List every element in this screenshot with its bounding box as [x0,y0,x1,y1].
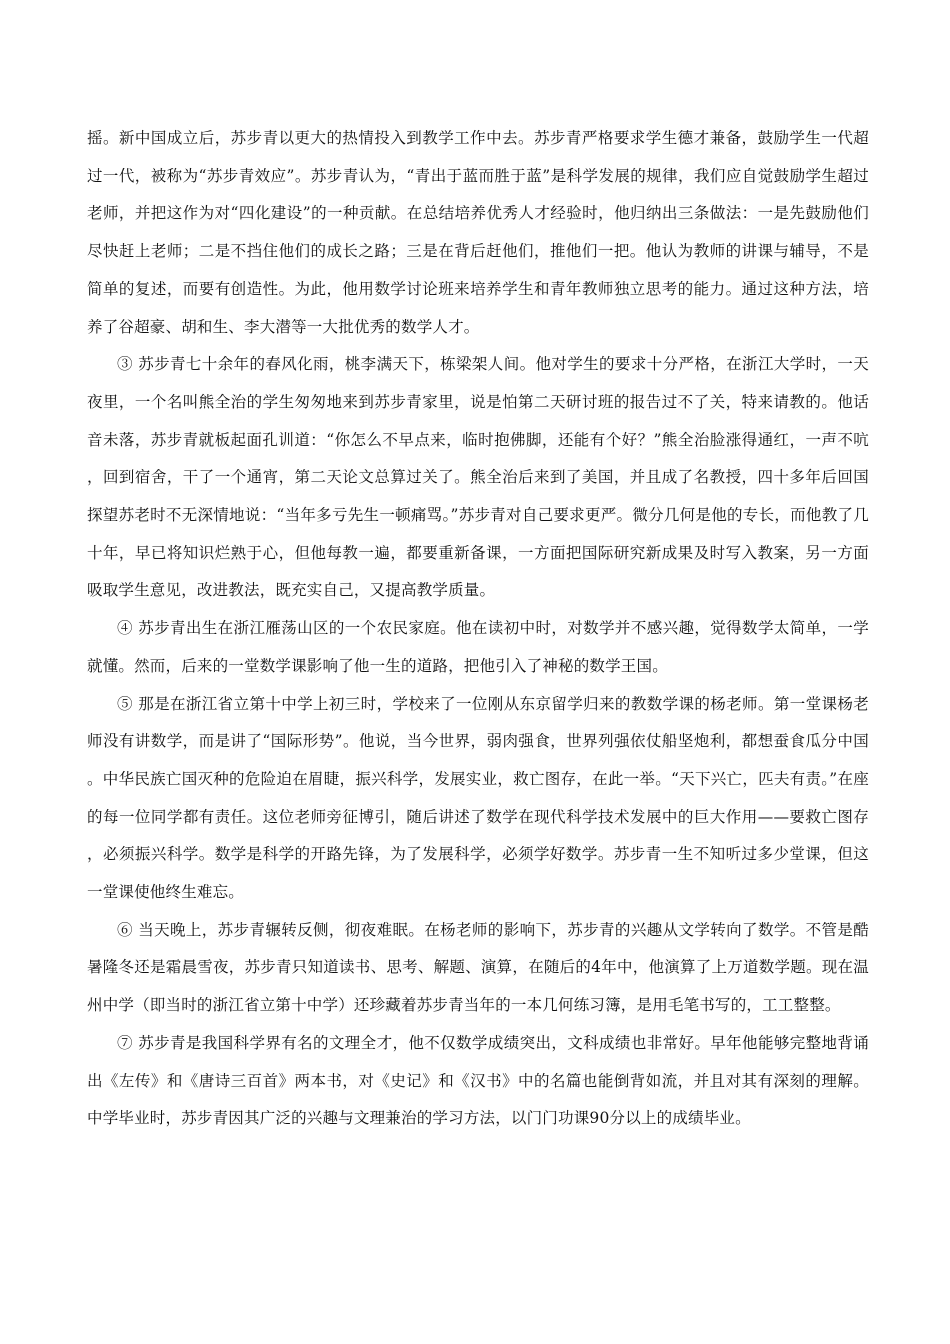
paragraph-5: ⑤ 那是在浙江省立第十中学上初三时，学校来了一位刚从东京留学归来的教数学课的杨老师。第一堂课杨老师没有讲数学，而是讲了“国际形势”。他说，当今世界，弱肉强食，世界列强依仗船坚炮利，都想蚕食瓜分中国。中华民族亡国灭种的危险迫在眉睫，振兴科学，发展实业，救亡图存，在此一举。“天下兴亡，匹夫有责。”在座的每一位同学都有责任。这位老师旁征博引，随后讲述了数学在现代科学技术发展中的巨大作用——要救亡图存，必须振兴科学。数学是科学的开路先锋，为了发展科学，必须学好数学。苏步青一生不知听过多少堂课，但这一堂课使他终生难忘。 [87,694,869,902]
paragraph-6: ⑥ 当天晚上，苏步青辗转反侧，彻夜难眠。在杨老师的影响下，苏步青的兴趣从文学转向了数学。不管是酷暑隆冬还是霜晨雪夜，苏步青只知道读书、思考、解题、演算，在随后的4年中，他演算了上万道数学题。现在温州中学（即当时的浙江省立第十中学）还珍藏着苏步青当年的一本几何练习簿，是用毛笔书写的，工工整整。 [87,920,869,1015]
paragraph-3: ③ 苏步青七十余年的春风化雨，桃李满天下，栋梁架人间。他对学生的要求十分严格，在浙江大学时，一天夜里，一个名叫熊全治的学生匆匆地来到苏步青家里，说是怕第二天研讨班的报告过不了关，特来请教的。他话音未落，苏步青就板起面孔训道：“你怎么不早点来，临时抱佛脚，还能有个好？”熊全治脸涨得通红，一声不吭，回到宿舍，干了一个通宵，第二天论文总算过关了。熊全治后来到了美国，并且成了名教授，四十多年后回国探望苏老时不无深情地说：“当年多亏先生一顿痛骂。”苏步青对自己要求更严。微分几何是他的专长，而他教了几十年，早已将知识烂熟于心，但他每教一遍，都要重新备课，一方面把国际研究新成果及时写入教案，另一方面吸取学生意见，改进教法，既充实自己，又提高教学质量。 [87,355,869,600]
paragraph-4: ④ 苏步青出生在浙江雁荡山区的一个农民家庭。他在读初中时，对数学并不感兴趣，觉得数学太简单，一学就懂。然而，后来的一堂数学课影响了他一生的道路，把他引入了神秘的数学王国。 [87,619,869,675]
paragraph-7: ⑦ 苏步青是我国科学界有名的文理全才，他不仅数学成绩突出，文科成绩也非常好。早年他能够完整地背诵出《左传》和《唐诗三百首》两本书，对《史记》和《汉书》中的名篇也能倒背如流，并且对其有深刻的理解。中学毕业时，苏步青因其广泛的兴趣与文理兼治的学习方法，以门门功课90分以上的成绩毕业。 [87,1033,869,1128]
paragraph-continuation: 摇。新中国成立后，苏步青以更大的热情投入到教学工作中去。苏步青严格要求学生德才兼备，鼓励学生一代超过一代，被称为“苏步青效应”。苏步青认为，“青出于蓝而胜于蓝”是科学发展的规律，我们应自觉鼓励学生超过老师，并把这作为对“四化建设”的一种贡献。在总结培养优秀人才经验时，他归纳出三条做法：一是先鼓励他们尽快赶上老师；二是不挡住他们的成长之路；三是在背后赶他们，推他们一把。他认为教师的讲课与辅导，不是简单的复述，而要有创造性。为此，他用数学讨论班来培养学生和青年教师独立思考的能力。通过这种方法，培养了谷超豪、胡和生、李大潜等一大批优秀的数学人才。 [87,129,869,336]
article-body [87,120,869,1138]
